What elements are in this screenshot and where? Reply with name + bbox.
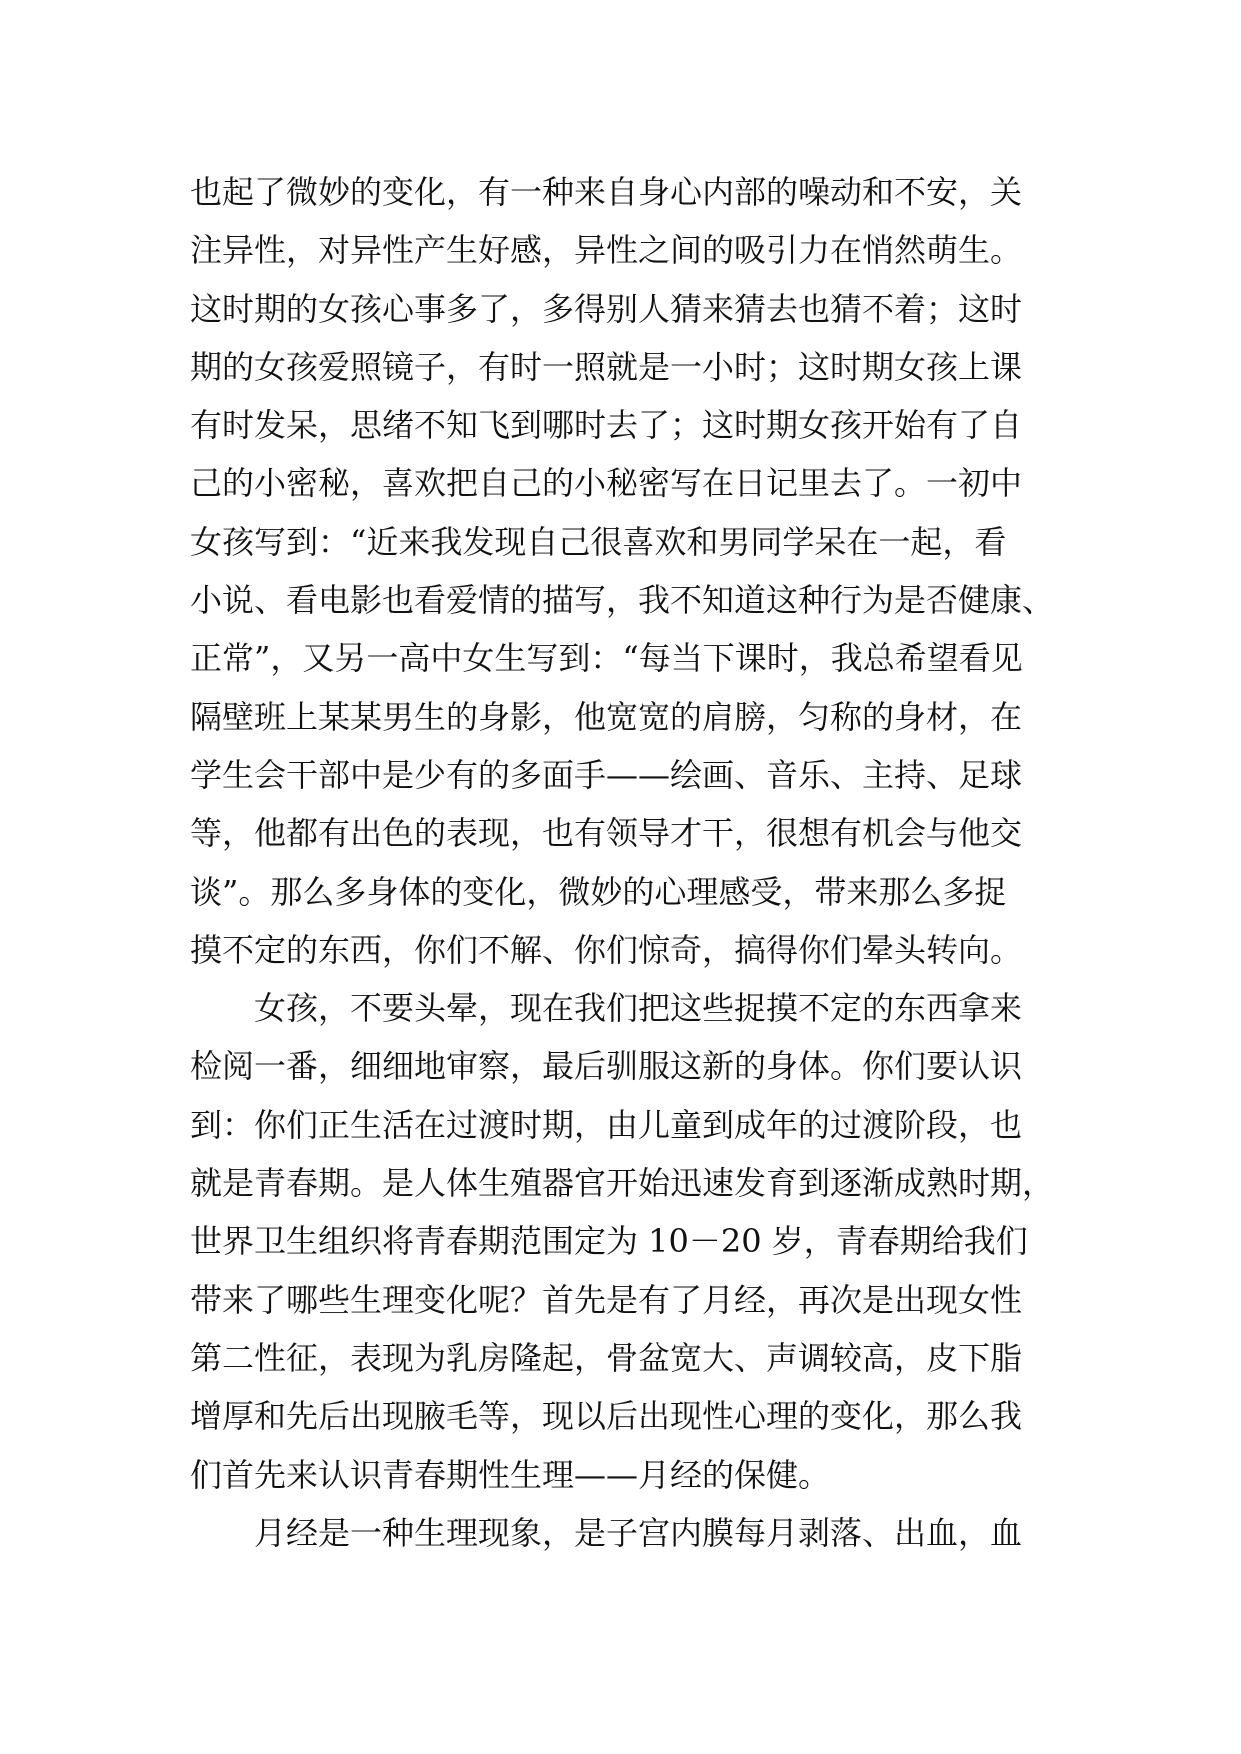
text-line-14: 摸不定的东西，你们不解、你们惊奇，搞得你们晕头转向。 (190, 930, 1023, 969)
document-body (190, 163, 1056, 1562)
text-line-12: 等，他都有出色的表现，也有领导才干，很想有机会与他交 (190, 814, 1023, 853)
text-line-21: 第二性征，表现为乳房隆起，骨盆宽大、声调较高，皮下脂 (190, 1338, 1023, 1377)
text-line-16: 检阅一番，细细地审察，最后驯服这新的身体。你们要认识 (190, 1047, 1023, 1086)
text-line-15: 女孩，不要头晕，现在我们把这些捉摸不定的东西拿来 (190, 989, 1023, 1028)
text-line-9: 正常”，又另一高中女生写到：“每当下课时，我总希望看见 (190, 639, 1023, 678)
text-line-11: 学生会干部中是少有的多面手——绘画、音乐、主持、足球 (190, 755, 1023, 794)
text-line-5: 有时发呆，思绪不知飞到哪时去了；这时期女孩开始有了自 (190, 406, 1023, 445)
text-line-1: 也起了微妙的变化，有一种来自身心内部的噪动和不安，关 (190, 173, 1023, 211)
text-line-8: 小说、看电影也看爱情的描写，我不知道这种行为是否健康、 (190, 581, 1055, 620)
text-line-18: 就是青春期。是人体生殖器官开始迅速发育到逐渐成熟时期， (190, 1164, 1055, 1203)
text-line-19: 世界卫生组织将青春期范围定为 10－20 岁，青春期给我们 (190, 1222, 1028, 1261)
text-line-13: 谈”。那么多身体的变化，微妙的心理感受，带来那么多捉 (190, 872, 1007, 911)
text-line-3: 这时期的女孩心事多了，多得别人猜来猜去也猜不着；这时 (190, 289, 1023, 328)
text-line-7: 女孩写到：“近来我发现自己很喜欢和男同学呆在一起，看 (190, 522, 1007, 561)
text-line-24: 月经是一种生理现象，是子宫内膜每月剥落、出血，血 (190, 1513, 1023, 1552)
text-line-10: 隔壁班上某某男生的身影，他宽宽的肩膀，匀称的身材，在 (190, 697, 1023, 736)
text-line-6: 己的小密秘，喜欢把自己的小秘密写在日记里去了。一初中 (190, 464, 1023, 503)
text-line-17: 到：你们正生活在过渡时期，由儿童到成年的过渡阶段，也 (190, 1105, 1023, 1144)
text-line-20: 带来了哪些生理变化呢？首先是有了月经，再次是出现女性 (190, 1280, 1023, 1319)
text-line-2: 注异性，对异性产生好感，异性之间的吸引力在悄然萌生。 (190, 231, 1023, 270)
text-line-22: 增厚和先后出现腋毛等，现以后出现性心理的变化，那么我 (190, 1397, 1023, 1436)
text-line-4: 期的女孩爱照镜子，有时一照就是一小时；这时期女孩上课 (190, 347, 1023, 386)
text-line-23: 们首先来认识青春期性生理——月经的保健。 (190, 1455, 831, 1494)
